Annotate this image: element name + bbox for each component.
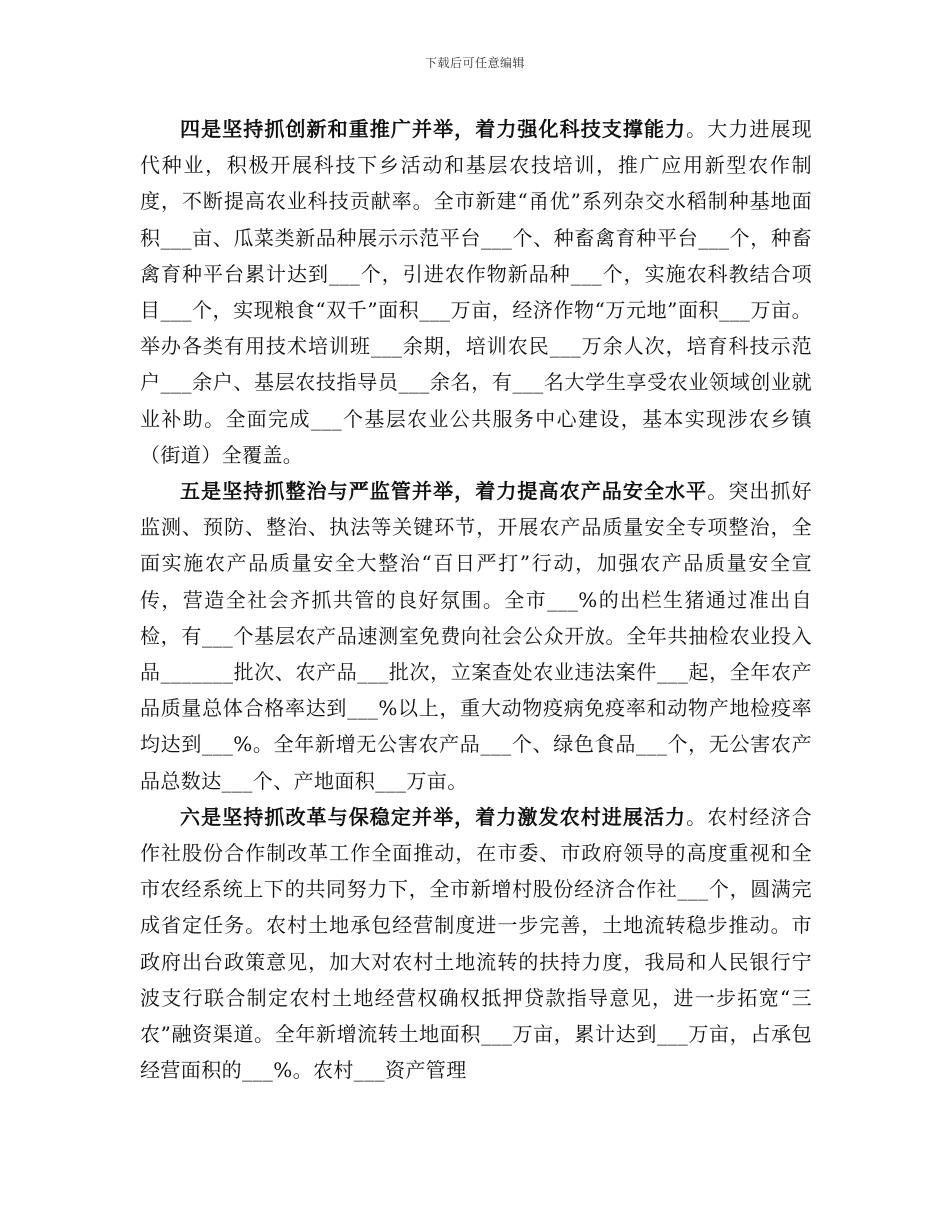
document-body	[140, 111, 812, 1088]
paragraph-text: 。突出抓好监测、预防、整治、执法等关键环节，开展农产品质量安全专项整治，全面实施农产品质量安全大整治“百日严打”行动，加强农产品质量安全宣传，营造全社会齐抓共管的良好氛围。全市___%的出栏生猪通过准出自检，有___个基层农产品速测室免费向社会公众开放。全年共抽检农业投入品_______批次、农产品___批次，立案查处农业违法案件___起，全年农产品质量总体合格率达到___%以上，重大动物疫病免疫率和动物产地检疫率均达到___%。全年新增无公害农产品___个、绿色食品___个，无公害农产品总数达___个、产地面积___万亩。	[140, 479, 813, 793]
paragraph-lead: 六是坚持抓改革与保稳定并举，着力激发农村进展活力	[180, 804, 687, 829]
paragraph-text: 。农村经济合作社股份合作制改革工作全面推动，在市委、市政府领导的高度重视和全市农经系统上下的共同努力下，全市新增村股份经济合作社___个，圆满完成省定任务。农村土地承包经营制度进一步完善，土地流转稳步推动。市政府出台政策意见，加大对农村土地流转的扶持力度，我局和人民银行宁波支行联合制定农村土地经营权确权抵押贷款指导意见，进一步拓宽“三农”融资渠道。全年新增流转土地面积___万亩，累计达到___万亩，占承包经营面积的___%。农村___资产管理	[140, 804, 812, 1083]
paragraph-supervision	[140, 473, 812, 799]
paragraph-lead: 五是坚持抓整治与严监管并举，着力提高农产品安全水平	[180, 479, 708, 504]
paragraph-lead: 四是坚持抓创新和重推广并举，着力强化科技支撑能力	[180, 117, 687, 141]
paragraph-text: 。大力进展现代种业，积极开展科技下乡活动和基层农技培训，推广应用新型农作制度，不断提高农业科技贡献率。全市新建“甬优”系列杂交水稻制种基地面积___亩、瓜菜类新品种展示示范平台___个、种畜禽育种平台___个，种畜禽育种平台累计达到___个，引进农作物新品种___个，实施农科教结合项目___个，实现粮食“双千”面积___万亩，经济作物“万元地”面积___万亩。举办各类有用技术培训班___余期，培训农民___万余人次，培育科技示范户___余户、基层农技指导员___余名，有___名大学生享受农业领域创业就业补助。全面完成___个基层农业公共服务中心建设，基本实现涉农乡镇（街道）全覆盖。	[140, 117, 812, 467]
page-header: 下载后可任意编辑	[424, 56, 525, 70]
paragraph-innovation	[140, 111, 812, 473]
paragraph-reform	[140, 799, 812, 1089]
